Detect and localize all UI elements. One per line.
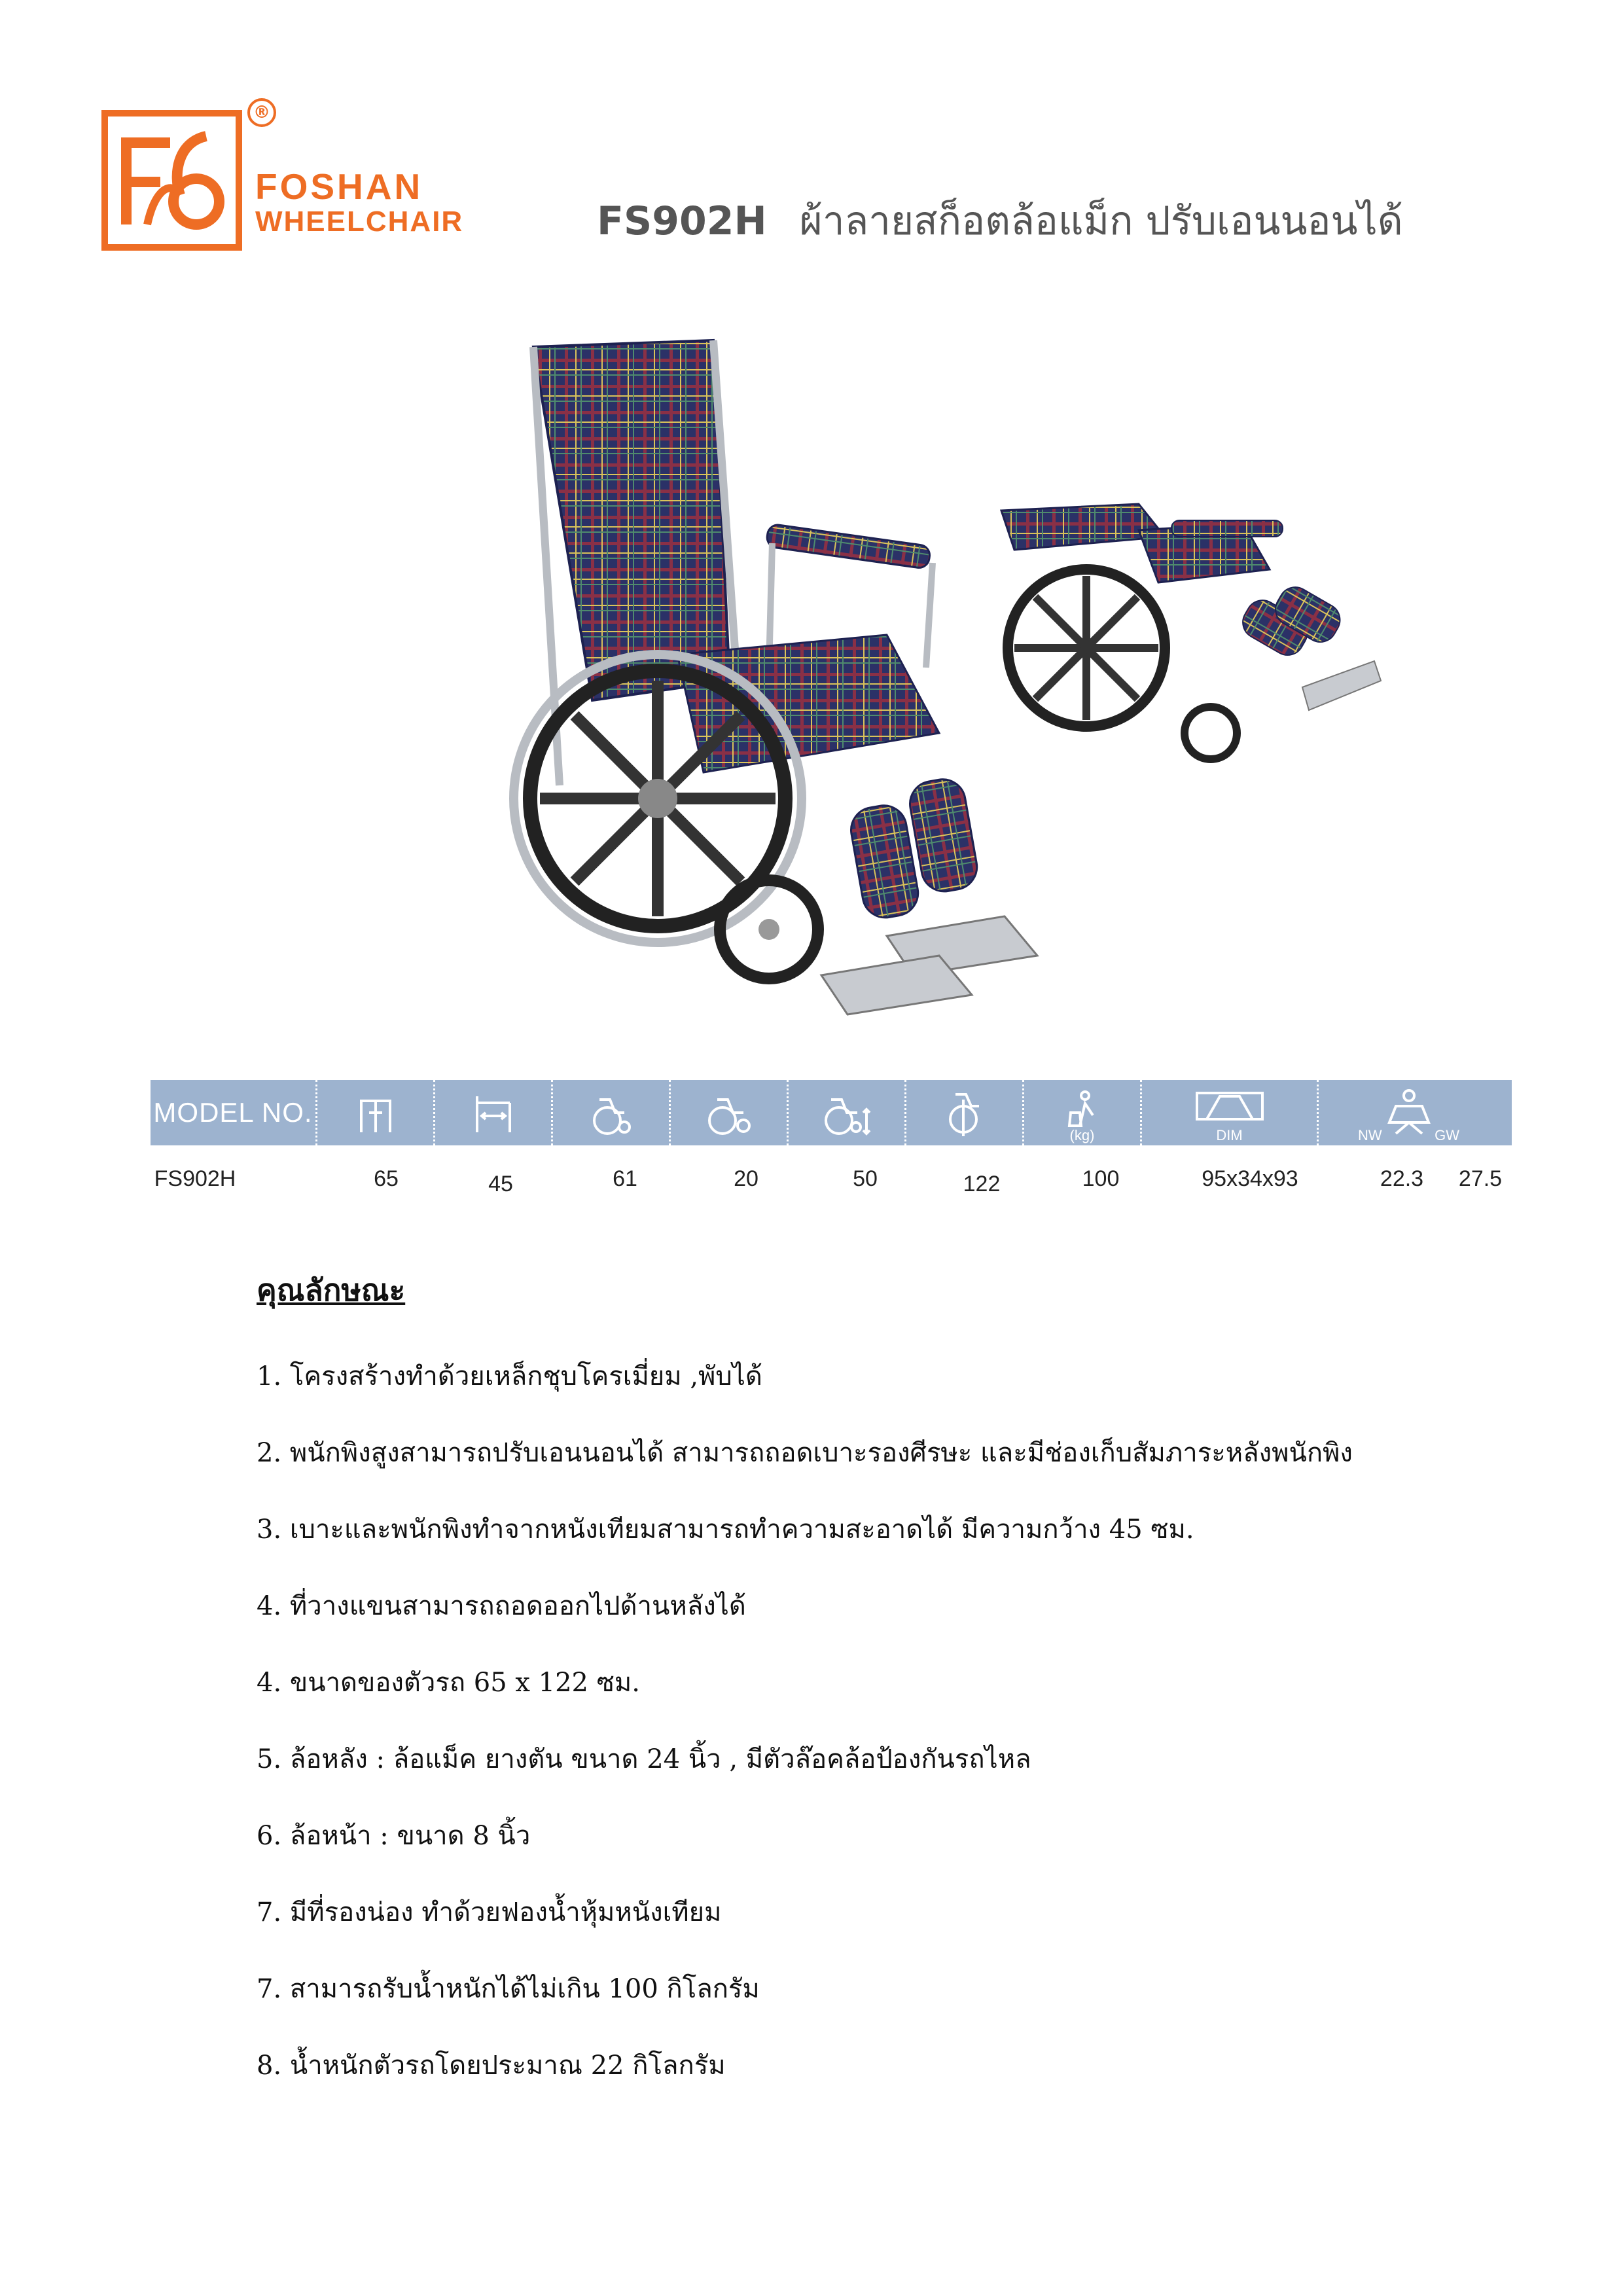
- spec-col-front-wheel: [671, 1080, 789, 1145]
- spec-col-wheel-height: [789, 1080, 906, 1145]
- spec-value: 22.3: [1380, 1166, 1424, 1191]
- seat-height-icon: [349, 1086, 402, 1139]
- spec-value: 122: [963, 1172, 1001, 1196]
- features-heading: คุณลักษณะ: [257, 1272, 406, 1308]
- brand-line-1: FOSHAN: [255, 166, 423, 207]
- gross-weight-label: GW: [1435, 1127, 1459, 1143]
- dim-label: DIM: [1216, 1127, 1243, 1143]
- spec-value: 27.5: [1458, 1166, 1503, 1191]
- feature-item: 4. ขนาดของตัวรถ 65 x 122 ซม.: [257, 1668, 640, 1698]
- max-load-unit: (kg): [1069, 1127, 1095, 1143]
- feature-item: 4. ที่วางแขนสามารถถอดออกไปด้านหลังได้: [257, 1591, 746, 1621]
- feature-item: 2. พนักพิงสูงสามารถปรับเอนนอนได้ สามารถถอดเบาะรองศีรษะ และมีช่องเก็บสัมภาระหลังพนักพิง: [257, 1438, 1353, 1468]
- front-wheel-icon: [703, 1086, 755, 1139]
- rear-wheel-icon: [585, 1086, 637, 1139]
- brand-logo: [101, 110, 242, 251]
- spec-col-seat-height: [317, 1080, 435, 1145]
- spec-value: 61: [613, 1166, 637, 1191]
- brand-line-2: WHEELCHAIR: [255, 206, 464, 238]
- spec-header-bar: [151, 1080, 1512, 1145]
- feature-item: 8. น้ำหนักตัวรถโดยประมาณ 22 กิโลกรัม: [257, 2051, 726, 2081]
- registered-mark: ®: [247, 98, 276, 127]
- length-icon: [938, 1086, 991, 1139]
- spec-value: 95x34x93: [1202, 1166, 1298, 1191]
- spec-col-length: [906, 1080, 1024, 1145]
- spec-value: 45: [488, 1172, 513, 1196]
- spec-model: FS902H: [154, 1166, 236, 1191]
- seat-width-icon: [467, 1086, 520, 1139]
- feature-item: 7. มีที่รองน่อง ทำด้วยฟองน้ำหุ้มหนังเทียม: [257, 1897, 722, 1928]
- spec-col-dimension: [1142, 1080, 1319, 1145]
- spec-col-max-load: [1024, 1080, 1142, 1145]
- spec-value: 50: [853, 1166, 878, 1191]
- spec-value: 65: [374, 1166, 399, 1191]
- spec-col-seat-width: [435, 1080, 553, 1145]
- feature-item: 7. สามารถรับน้ำหนักได้ไม่เกิน 100 กิโลกรัม: [257, 1974, 760, 2004]
- wheel-height-icon: [821, 1086, 873, 1139]
- wheelchair-reclined-image: [995, 491, 1387, 772]
- logo-mark-icon: [108, 117, 236, 244]
- spec-values-row: [0, 1166, 1623, 1199]
- spec-header-model: [151, 1080, 317, 1145]
- model-no-label: MODEL NO.: [153, 1097, 313, 1128]
- brand-name: [255, 166, 464, 238]
- spec-value: 100: [1082, 1166, 1120, 1191]
- wheelchair-main-image: [481, 327, 1067, 1021]
- feature-item: 3. เบาะและพนักพิงทำจากหนังเทียมสามารถทำความสะอาดได้ มีความกว้าง 45 ซม.: [257, 1515, 1194, 1545]
- spec-value: 20: [734, 1166, 758, 1191]
- feature-item: 1. โครงสร้างทำด้วยเหล็กชุบโครเมี่ยม ,พับได้: [257, 1361, 762, 1391]
- feature-item: 5. ล้อหลัง : ล้อแม็ค ยางตัน ขนาด 24 นิ้ว , มีตัวล๊อคล้อป้องกันรถไหล: [257, 1744, 1031, 1774]
- feature-item: 6. ล้อหน้า : ขนาด 8 นิ้ว: [257, 1821, 531, 1851]
- spec-col-rear-wheel: [553, 1080, 671, 1145]
- title-model: FS902H: [597, 198, 767, 244]
- spec-col-weight: [1319, 1080, 1499, 1145]
- net-weight-label: NW: [1358, 1127, 1382, 1143]
- title-text: ผ้าลายสก็อตล้อแม็ก ปรับเอนนอนได้: [799, 198, 1403, 244]
- page-title: [597, 190, 1403, 252]
